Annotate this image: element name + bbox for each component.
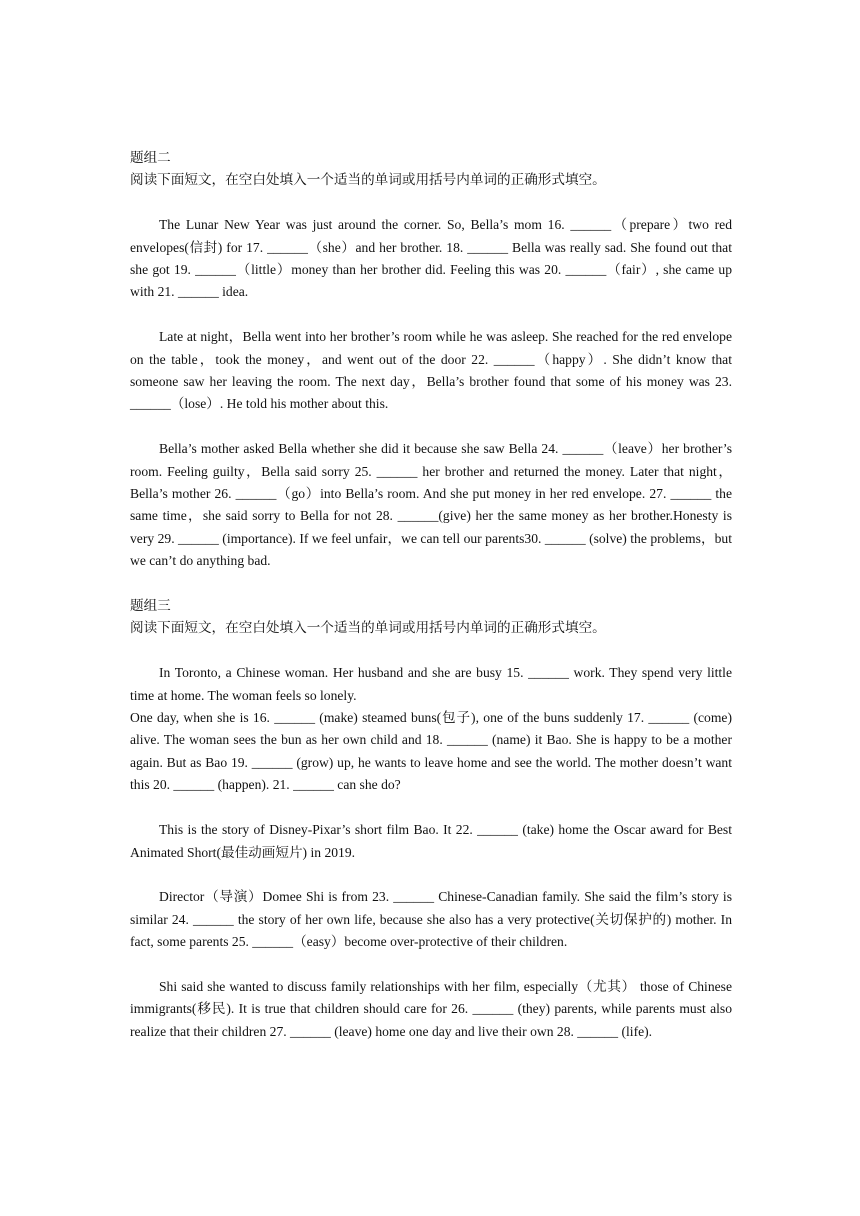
group3-paragraph-1: In Toronto, a Chinese woman. Her husband and she are busy 15. ______ work. They spend very little time at home. The woman feels so lonely.	[130, 665, 732, 703]
group3-instruction: 阅读下面短文，在空白处填入一个适当的单词或用括号内单词的正确形式填空。	[130, 620, 606, 636]
group3-paragraph-1b: One day, when she is 16. ______ (make) steamed buns(包子), one of the buns suddenly 17. ______ (come) alive. The woman sees the bun as her own child and 18. ______ (name) it Bao. She is happy to be a mother again. But as Bao 19. ______ (grow) up, he wants to leave home and see the world. The mother doesn’t want this 20. ______ (happen). 21. ______ can she do?	[130, 710, 732, 793]
group2-title: 题组二	[130, 150, 171, 165]
group3-paragraph-2: This is the story of Disney-Pixar’s short film Bao. It 22. ______ (take) home the Oscar award for Best Animated Short(最佳动画短片) in 2019.	[130, 822, 732, 860]
group2-paragraph-1: The Lunar New Year was just around the corner. So, Bella’s mom 16. ______（prepare）two red envelopes(信封) for 17. ______（she）and her brother. 18. ______ Bella was really sad. She found out that she got 19. ______（little）money than her brother did. Feeling this was 20. ______（fair）, she came up with 21. ______ idea.	[130, 217, 732, 300]
group3-paragraph-3: Director（导演）Domee Shi is from 23. ______ Chinese-Canadian family. She said the film’s story is similar 24. ______ the story of her own life, because she also has a very protective(关切保护的) mother. In fact, some parents 25. ______（easy）become over-protective of their children.	[130, 889, 732, 950]
group2-paragraph-3: Bella’s mother asked Bella whether she did it because she saw Bella 24. ______（leave）her brother’s room. Feeling guilty，Bella said sorry 25. ______ her brother and returned the money. Later that night，Bella’s mother 26. ______（go）into Bella’s room. And she put money in her red envelope. 27. ______ the same time，she said sorry to Bella for not 28. ______(give) her the same money as her brother.Honesty is very 29. ______ (importance). If we feel unfair，we can tell our parents30. ______ (solve) the problems，but we can’t do anything bad.	[130, 441, 732, 569]
group3-paragraph-4: Shi said she wanted to discuss family relationships with her film, especially（尤其） those of Chinese immigrants(移民). It is true that children should care for 26. ______ (they) parents, while parents must also realize that their children 27. ______ (leave) home one day and live their own 28. ______ (life).	[130, 978, 732, 1039]
group3-title: 题组三	[130, 598, 171, 614]
group2-paragraph-2: Late at night，Bella went into her brother’s room while he was asleep. She reached for the red envelope on the table，took the money，and went out of the door 22. ______（happy）. She didn’t know that someone saw her leaving the room. The next day，Bella’s brother found that some of his money was 23. ______（lose）. He told his mother about this.	[130, 329, 732, 412]
group2-instruction: 阅读下面短文，在空白处填入一个适当的单词或用括号内单词的正确形式填空。	[130, 172, 606, 188]
document-body	[130, 147, 732, 1043]
